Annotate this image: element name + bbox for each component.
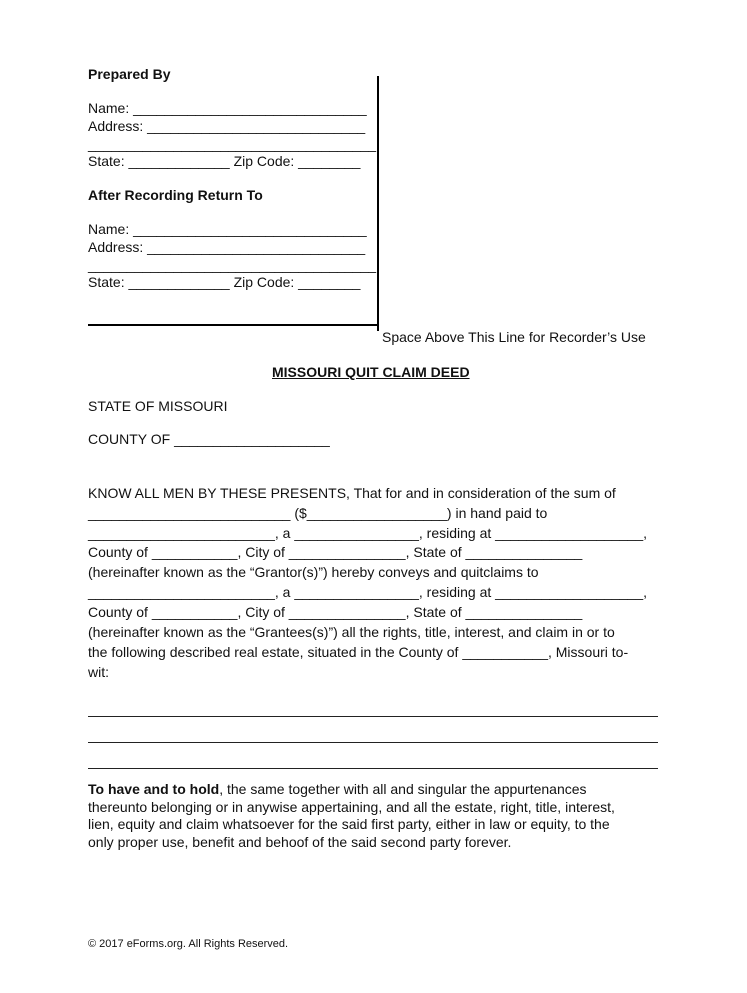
body-line[interactable]: __________________________ ($__________________) in hand paid to (88, 505, 548, 521)
prepared-by-state-zip-field[interactable]: State: _____________ Zip Code: ________ (88, 153, 361, 169)
state-line: STATE OF MISSOURI (88, 398, 228, 414)
body-line[interactable]: County of ___________, City of _______________, State of _______________ (88, 604, 583, 620)
body-line[interactable]: County of ___________, City of _______________, State of _______________ (88, 544, 583, 560)
habendum-text: , the same together with all and singular the appurtenances (219, 781, 587, 797)
recorder-space-vertical-divider (377, 76, 379, 331)
habendum-line-2: thereunto belonging or in anywise appertaining, and all the estate, right, title, interest, (88, 799, 615, 815)
document-title: MISSOURI QUIT CLAIM DEED (272, 364, 470, 380)
habendum-lead: To have and to hold (88, 781, 220, 797)
habendum-line-3: lien, equity and claim whatsoever for the said first party, either in law or equity, to the (88, 816, 610, 832)
body-line[interactable]: ________________________, a ________________, residing at ___________________, (88, 584, 647, 600)
return-to-name-field[interactable]: Name: ______________________________ (88, 221, 367, 237)
recorder-space-horizontal-divider (88, 324, 379, 326)
prepared-by-heading: Prepared By (88, 66, 171, 82)
legal-description-line-3[interactable] (88, 768, 658, 769)
prepared-by-address-line-2[interactable]: _____________________________________ (88, 136, 377, 152)
prepared-by-name-field[interactable]: Name: ______________________________ (88, 100, 367, 116)
body-line[interactable]: the following described real estate, situated in the County of ___________, Missouri to- (88, 644, 629, 660)
body-line: wit: (88, 664, 109, 680)
body-line: (hereinafter known as the “Grantees(s)”) all the rights, title, interest, and claim in or to (88, 624, 615, 640)
county-field[interactable]: COUNTY OF ____________________ (88, 431, 330, 447)
body-line[interactable]: ________________________, a ________________, residing at ___________________, (88, 525, 647, 541)
return-to-heading: After Recording Return To (88, 187, 263, 203)
copyright-footer: © 2017 eForms.org. All Rights Reserved. (88, 938, 289, 950)
return-to-state-zip-field[interactable]: State: _____________ Zip Code: ________ (88, 274, 361, 290)
habendum-line-4: only proper use, benefit and behoof of the said second party forever. (88, 834, 512, 850)
legal-description-line-1[interactable] (88, 716, 658, 717)
return-to-address-line-2[interactable]: _____________________________________ (88, 257, 377, 273)
body-line: KNOW ALL MEN BY THESE PRESENTS, That for and in consideration of the sum of (88, 485, 616, 501)
return-to-address-field[interactable]: Address: ____________________________ (88, 239, 366, 255)
habendum-line-1 (88, 781, 587, 798)
recorder-space-note: Space Above This Line for Recorder’s Use (382, 329, 646, 345)
prepared-by-address-field[interactable]: Address: ____________________________ (88, 118, 366, 134)
legal-description-line-2[interactable] (88, 742, 658, 743)
body-line: (hereinafter known as the “Grantor(s)”) hereby conveys and quitclaims to (88, 564, 539, 580)
